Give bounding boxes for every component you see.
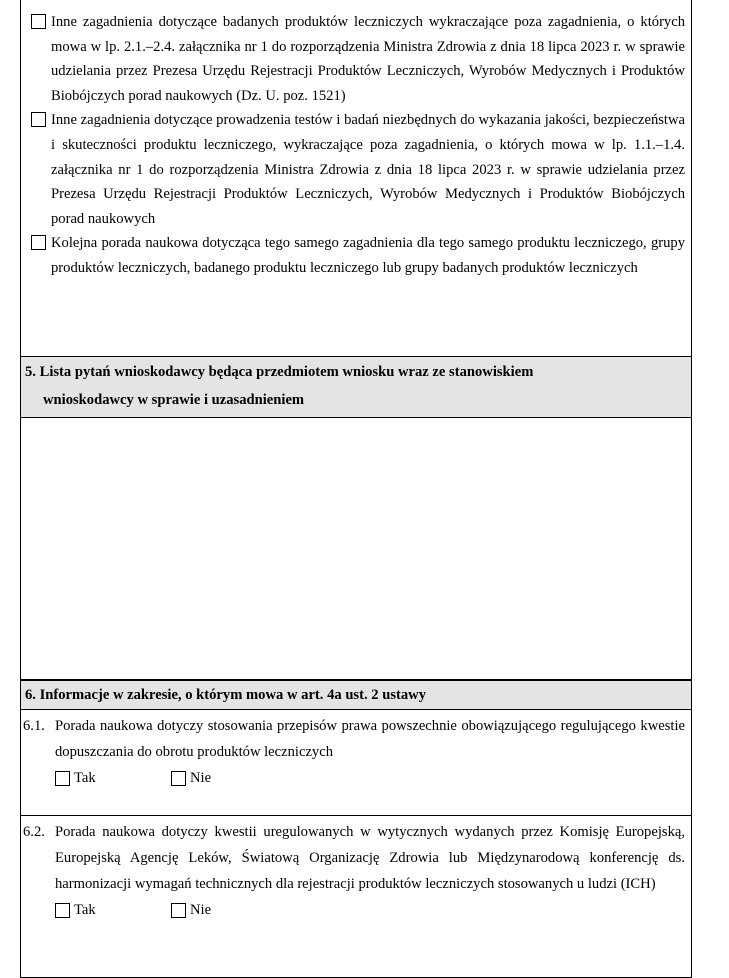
yes-checkbox[interactable]	[55, 903, 70, 918]
option-label: Inne zagadnienia dotyczące prowadzenia testów i badań niezbędnych do wykazania jakości, bezpieczeństwa i skuteczności produktu leczniczego, wykraczające poza zagadnienia, o których mowa w lp. 1.1.–1.4. załącznika nr 1 do rozporządzenia Ministra Zdrowia z dnia 18 lipca 2023 r. w sprawie udzielania przez Prezesa Urzędu Rejestracji Produktów Leczniczych, Wyrobów Medycznych i Produktów Biobójczych porad naukowych	[51, 112, 685, 227]
question-text: Porada naukowa dotyczy kwestii uregulowanych w wytycznych wydanych przez Komisję Europejską, Europejską Agencję Leków, Światową Organizację Zdrowia lub Międzynarodową konferencję ds. harmonizacji wymagań technicznych dla rejestracji produktów leczniczych stosowanych u ludzi (ICH)	[55, 824, 685, 892]
section-6-heading-text: 6. Informacje w zakresie, o którym mowa w art. 4a ust. 2 ustawy	[25, 687, 427, 703]
section-5-heading-line2: wnioskodawcy w sprawie i uzasadnieniem	[43, 392, 305, 408]
section-5-heading-line1: 5. Lista pytań wnioskodawcy będąca przedmiotem wniosku wraz ze stanowiskiem	[25, 364, 534, 380]
no-option[interactable]	[171, 902, 287, 919]
option-checkbox[interactable]	[31, 235, 46, 250]
no-label: Nie	[190, 901, 212, 918]
yes-option[interactable]	[55, 770, 171, 787]
option-item	[27, 10, 685, 108]
yes-checkbox[interactable]	[55, 771, 70, 786]
answer-options	[21, 765, 691, 791]
question-number: 6.1.	[23, 718, 45, 734]
option-checkbox[interactable]	[31, 112, 46, 127]
no-option[interactable]	[171, 770, 287, 787]
option-item	[27, 108, 685, 231]
section-6	[20, 680, 692, 978]
question-6-2	[21, 815, 691, 977]
section-5-answer-field[interactable]	[21, 417, 691, 679]
option-checkbox[interactable]	[31, 14, 46, 29]
no-checkbox[interactable]	[171, 903, 186, 918]
question-6-1	[21, 709, 691, 815]
question-number: 6.2.	[23, 824, 45, 840]
no-checkbox[interactable]	[171, 771, 186, 786]
option-label: Inne zagadnienia dotyczące badanych produktów leczniczych wykraczające poza zagadnienia, o których mowa w lp. 2.1.–2.4. załącznika nr 1 do rozporządzenia Ministra Zdrowia z dnia 18 lipca 2023 r. w sprawie udzielania przez Prezesa Urzędu Rejestracji Produktów Leczniczych, Wyrobów Medycznych i Produktów Biobójczych porad naukowych (Dz. U. poz. 1521)	[51, 14, 685, 104]
yes-label: Tak	[74, 769, 96, 786]
section-5	[20, 357, 692, 680]
yes-option[interactable]	[55, 902, 171, 919]
question-text: Porada naukowa dotyczy stosowania przepisów prawa powszechnie obowiązującego regulującego kwestie dopuszczania do obrotu produktów leczniczych	[55, 718, 685, 760]
answer-options	[21, 897, 691, 923]
option-label: Kolejna porada naukowa dotycząca tego samego zagadnienia dla tego samego produktu leczniczego, grupy produktów leczniczych, badanego produktu leczniczego lub grupy badanych produktów leczniczych	[51, 235, 685, 276]
application-form	[20, 0, 692, 978]
section-5-heading	[21, 357, 691, 417]
no-label: Nie	[190, 769, 212, 786]
yes-label: Tak	[74, 901, 96, 918]
option-item	[27, 231, 685, 280]
section-6-heading	[21, 680, 691, 709]
section-4-options	[20, 0, 692, 357]
